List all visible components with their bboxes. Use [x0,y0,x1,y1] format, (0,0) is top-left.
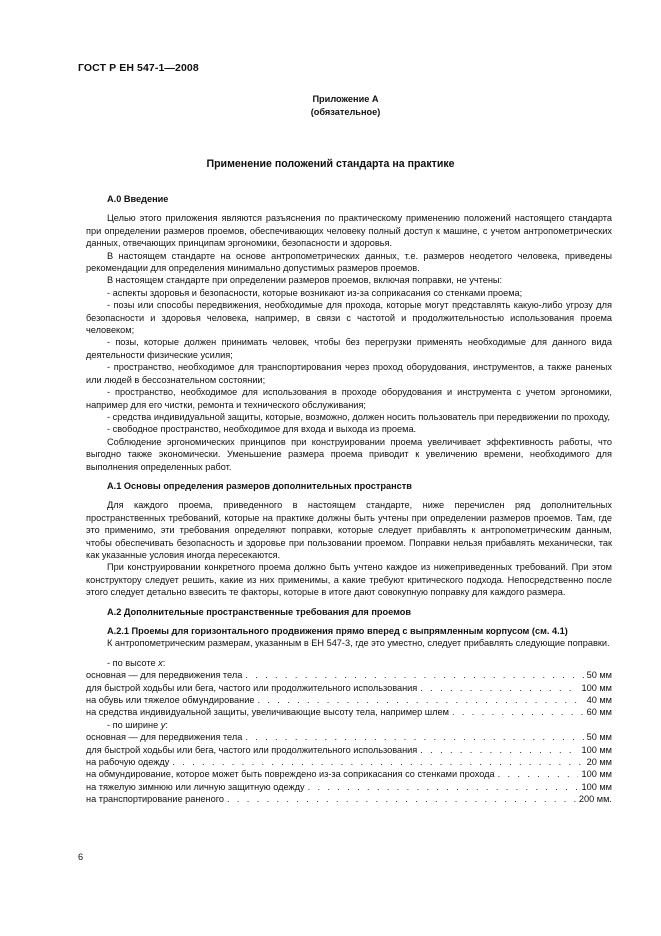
paragraph: Целью этого приложения являются разъяснения по практическому применению положений настоящего стандарта при определении размеров проемов, обеспечивающих человеку полный доступ к машине, с учетом антропометрических данных, отвечающих принципам эргономики, безопасности и здоровья. [86,213,612,249]
leader-dots [245,669,583,681]
allowance-value: 200 мм. [578,794,612,805]
leader-dots [245,731,583,743]
allowance-row [86,793,612,805]
allowance-label: на обувь или тяжелое обмундирование [86,695,255,706]
allowance-row [86,706,612,718]
allowance-value: 100 мм [581,682,612,693]
list-item: - свободное пространство, необходимое для входа и выхода из проема. [107,424,417,435]
paragraph: При конструировании конкретного проема должно быть учтено каждое из нижеприведенных требований. При этом конструктору следует решить, какие из них применимы, а какие требуют критического подхода. Непосредственно после этого следует детально взвесить те факторы, которые в итоге дают совокупную поправку для каждого размера. [86,562,612,598]
allowance-value: 100 мм [581,781,612,792]
list-item: - аспекты здоровья и безопасности, которые возникают из-за соприкасания со стенками проема; [107,287,523,298]
paragraph: В настоящем стандарте на основе антропометрических данных, т.е. размеров неодетого человека, приведены рекомендации для определения минимально допустимых размеров проемов. [86,250,612,274]
allowance-value: 50 мм [586,732,612,743]
allowance-row [86,781,612,793]
height-list-lead [86,657,612,669]
appendix-heading [0,93,661,119]
document-header: ГОСТ Р ЕН 547-1—2008 [78,62,199,74]
list-item: - пространство, необходимое для использования в проходе оборудования и инструмента с учетом эргономики, например для его чистки, ремонта и технического обслуживания; [86,387,612,410]
leader-dots [420,682,578,694]
lead-text: - по ширине [107,719,161,730]
allowance-row [86,694,612,706]
allowance-row [86,731,612,743]
list-item: - средства индивидуальной защиты, которые, возможно, должен носить пользователь при передвижении по проходу, [107,411,610,422]
allowance-label: для быстрой ходьбы или бега, частого или продолжительного использования [86,744,418,755]
lead-text: - по высоте [107,657,159,668]
list-item: - пространство, необходимое для транспортирования через проход оборудования, инструментов, а также раненых или людей в бессознательном состоянии; [86,362,612,385]
leader-dots [308,781,579,793]
list-item: - позы, которые должен принимать человек, чтобы без перегрузки применять необходимые для данного вида деятельности физические усилия; [86,337,612,360]
leader-dots [257,694,583,706]
allowance-label: на средства индивидуальной защиты, увеличивающие высоту тела, например шлем [86,707,449,718]
section-heading-a1: А.1 Основы определения размеров дополнительных пространств [107,480,412,491]
appendix-title: Приложение А [312,94,379,104]
allowance-value: 60 мм [586,707,612,718]
variable-y: y [160,719,166,730]
leader-dots [420,744,578,756]
allowance-value: 100 мм [581,769,612,780]
paragraph: В настоящем стандарте при определении размеров проемов, включая поправки, не учтены: [107,275,503,286]
allowance-label: для быстрой ходьбы или бега, частого или продолжительного использования [86,682,418,693]
paragraph: Соблюдение эргономических принципов при конструировании проема увеличивает эффективность работы, что выгодно также экономически. Уменьшение размера проема приводит к увеличению времени, необходимого для выполнения определенных работ. [86,436,612,472]
appendix-subtitle: (обязательное) [310,107,381,117]
leader-dots [172,756,583,768]
paragraph: К антропометрическим размерам, указанным в ЕН 547-3, где это уместно, следует прибавлять следующие поправки. [107,638,610,649]
document-body [86,193,612,806]
allowance-value: 40 мм [586,695,612,706]
allowance-label: на рабочую одежду [86,757,170,768]
paragraph: Для каждого проема, приведенного в настоящем стандарте, ниже перечислен ряд дополнительных пространственных требований, которые на практике должны быть учтены при определении размеров проемов. Там, где это применимо, эти требования определяют поправки, которые следует прибавлять к антропометрическим данным, чтобы обеспечивать безопасность и здоровье при пользовании проемом. Поправки нельзя прибавлять механически, так как указанные условия иногда пересекаются. [86,500,612,560]
variable-x: x [158,657,163,668]
allowance-row [86,768,612,780]
width-list-lead [86,719,612,731]
section-heading-a2: А.2 Дополнительные пространственные требования для проемов [107,606,412,617]
leader-dots [452,706,584,718]
allowance-value: 50 мм [586,670,612,681]
allowance-row [86,669,612,681]
lead-suffix: : [162,657,166,668]
allowance-label: основная — для передвижения тела [86,670,243,681]
allowance-row [86,756,612,768]
page-number: 6 [78,852,84,862]
allowance-label: на тяжелую зимнюю или личную защитную одежду [86,781,305,792]
leader-dots [498,768,579,780]
allowance-label: на транспортирование раненого [86,794,224,805]
main-title: Применение положений стандарта на практике [206,158,455,170]
allowance-label: основная — для передвижения тела [86,732,243,743]
allowance-value: 20 мм [586,757,612,768]
section-heading-a0: А.0 Введение [107,194,169,204]
allowance-row [86,682,612,694]
subsection-heading-a2-1: А.2.1 Проемы для горизонтального продвижения прямо вперед с выпрямленным корпусом (см. 4.1) [107,626,568,636]
leader-dots [227,793,576,805]
list-item: - позы или способы передвижения, необходимые для прохода, которые могут представлять какую-либо угрозу для безопасности и здоровья человека, например, в связи с частотой и продолжительностью использования проема человеком; [86,300,612,336]
allowance-row [86,744,612,756]
lead-suffix: : [165,719,168,730]
allowance-label: на обмундирование, которое может быть повреждено из-за соприкасания со стенками прохода [86,769,495,780]
allowance-value: 100 мм [581,744,612,755]
